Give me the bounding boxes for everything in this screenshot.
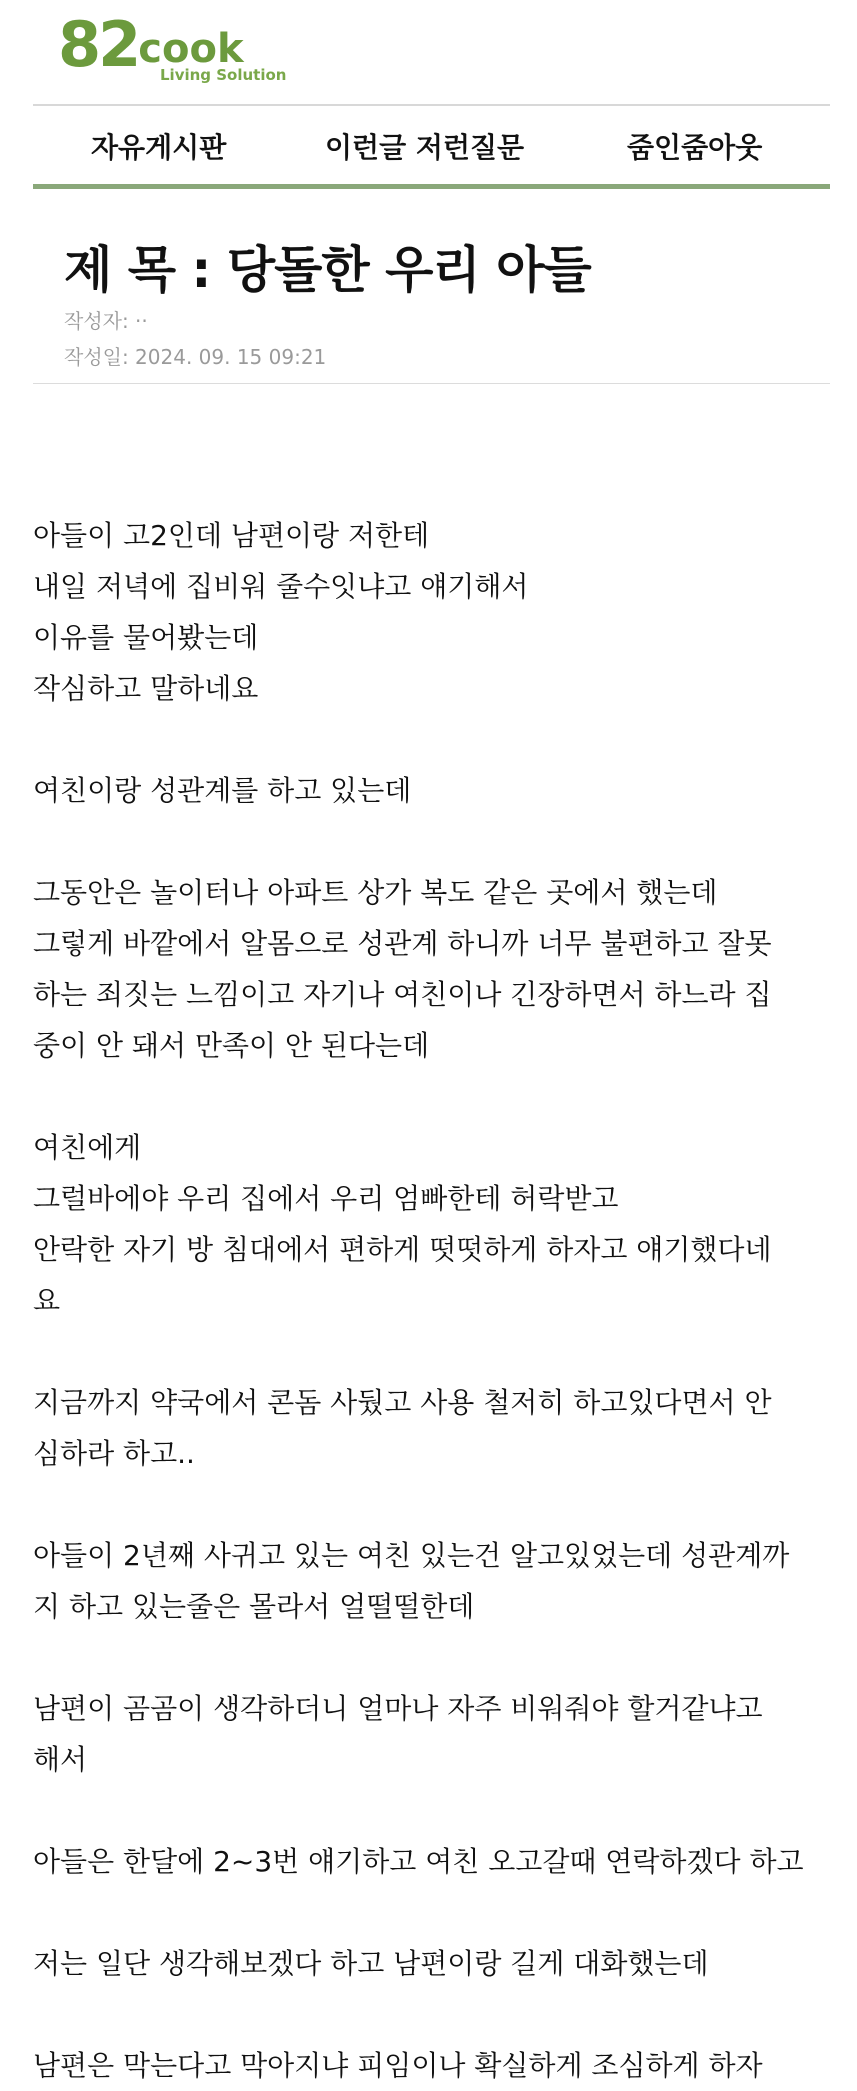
nav-bottom-divider [33,184,830,189]
paragraph-gap [33,1632,853,1683]
body-line: 작심하고 말하네요 [33,672,259,705]
paragraph-gap [33,1785,853,1836]
nav-item-qna[interactable]: 이런글 저런질문 [325,131,525,164]
body-line: 내일 저녁에 집비워 줄수잇냐고 얘기해서 [33,570,529,603]
paragraph-gap [33,1479,853,1530]
body-line: 아들은 한달에 2~3번 얘기하고 여친 오고갈때 연락하겠다 하고 [33,1845,804,1878]
body-line: 그동안은 놀이터나 아파트 상가 복도 같은 곳에서 했는데 [33,876,718,909]
body-line: 그럴바에야 우리 집에서 우리 엄빠한테 허락받고 [33,1182,619,1215]
body-line: 이유를 물어봤는데 [33,621,259,654]
paragraph-gap [33,816,853,867]
body-line: 요 [33,1284,61,1317]
body-line: 여친이랑 성관계를 하고 있는데 [33,774,412,807]
body-line: 아들이 2년째 사귀고 있는 여친 있는건 알고있었는데 성관계까 [33,1539,790,1572]
paragraph-gap [33,1071,853,1122]
post-body [33,510,853,2091]
body-line: 하는 죄짓는 느낌이고 자기나 여친이나 긴장하면서 하느라 집 [33,978,772,1011]
paragraph-gap [33,714,853,765]
post-date: 작성일: 2024. 09. 15 09:21 [64,345,327,369]
body-line: 해서 [33,1743,88,1776]
body-line: 여친에게 [33,1131,142,1164]
nav-item-free-board[interactable]: 자유게시판 [91,131,227,164]
site-logo[interactable] [58,8,288,90]
body-line: 저는 일단 생각해보겠다 하고 남편이랑 길게 대화했는데 [33,1947,709,1980]
body-line: 중이 안 돼서 만족이 안 된다는데 [33,1029,430,1062]
paragraph-gap [33,1887,853,1938]
board-nav [33,106,830,184]
logo-tagline: Living Solution [160,66,287,84]
body-line: 그렇게 바깥에서 알몸으로 성관계 하니까 너무 불편하고 잘못 [33,927,772,960]
body-line: 아들이 고2인데 남편이랑 저한테 [33,519,430,552]
body-line: 지 하고 있는줄은 몰라서 얼떨떨한데 [33,1590,475,1623]
body-line: 남편이 곰곰이 생각하더니 얼마나 자주 비워줘야 할거같냐고 [33,1692,763,1725]
logo-word: cook [138,26,244,72]
paragraph-gap [33,1326,853,1377]
paragraph-gap [33,1989,853,2040]
body-line: 지금까지 약국에서 콘돔 사뒀고 사용 철저히 하고있다면서 안 [33,1386,772,1419]
body-line: 남편은 막는다고 막아지냐 피임이나 확실하게 조심하게 하자 [33,2049,763,2082]
body-line: 안락한 자기 방 침대에서 편하게 떳떳하게 하자고 얘기했다네 [33,1233,772,1266]
post-author: 작성자: ·· [64,309,148,333]
logo-number: 82 [58,8,139,81]
nav-item-zoom-in-out[interactable]: 줌인줌아웃 [627,131,763,164]
post-title: 제 목 : 당돌한 우리 아들 [64,241,591,299]
meta-divider [33,383,830,384]
body-line: 심하라 하고.. [33,1437,195,1470]
